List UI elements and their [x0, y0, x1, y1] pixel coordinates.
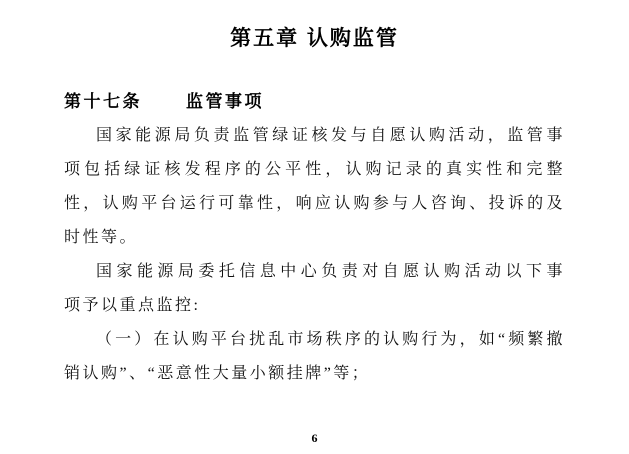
paragraph-3 — [64, 323, 565, 391]
article-number: 第十七条 — [64, 92, 142, 111]
chapter-title: 第五章 认购监管 — [230, 27, 399, 50]
text-line: 国家能源局负责监管绿证核发与自愿认购活动，监管事 — [96, 127, 565, 144]
text-line: 销认购”、“恶意性大量小额挂牌”等； — [64, 365, 371, 382]
text-line: 国家能源局委托信息中心负责对自愿认购活动以下事 — [96, 263, 565, 280]
paragraph-1 — [64, 119, 565, 255]
article-heading — [64, 85, 565, 119]
text-line: （一）在认购平台扰乱市场秩序的认购行为，如“频繁撤 — [96, 331, 565, 348]
text-line: 时性等。 — [64, 229, 139, 246]
paragraph-2 — [64, 255, 565, 323]
text-line: 性，认购平台运行可靠性，响应认购参与人咨询、投诉的及 — [64, 195, 565, 212]
article-title: 监管事项 — [186, 92, 264, 111]
page-number: 6 — [311, 431, 318, 445]
text-line: 项予以重点监控: — [64, 297, 201, 314]
document-content — [64, 85, 565, 391]
text-line: 项包括绿证核发程序的公平性，认购记录的真实性和完整 — [64, 161, 565, 178]
